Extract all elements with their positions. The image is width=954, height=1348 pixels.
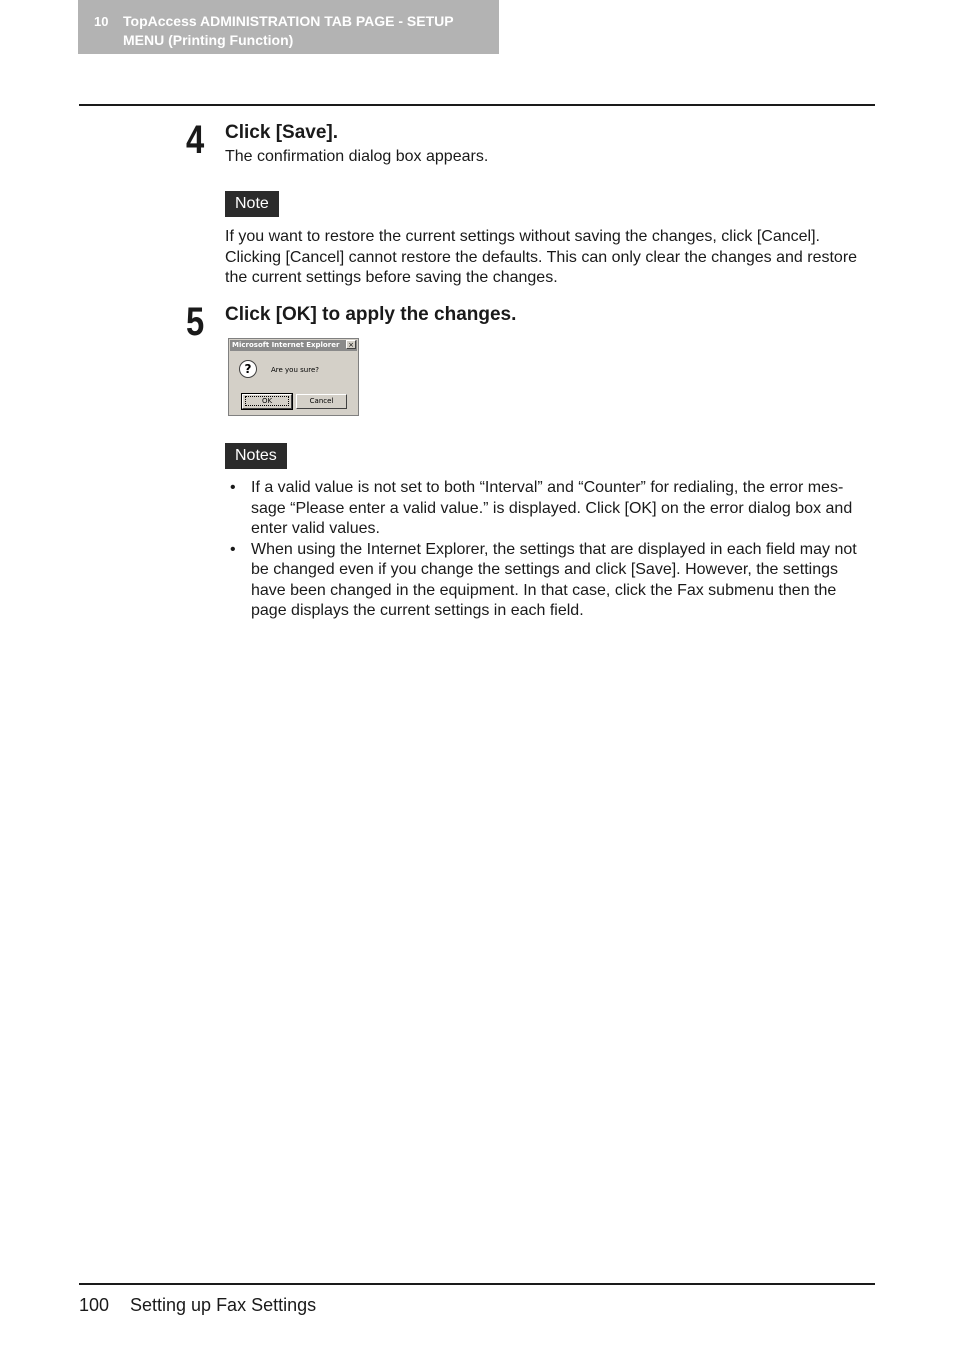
- step-4-title: Click [Save].: [225, 122, 338, 143]
- cancel-button[interactable]: Cancel: [296, 394, 347, 409]
- note-item-text: If a valid value is not set to both “Interval” and “Counter” for redialing, the error mes-sage “Please enter a valid value.” is displayed. Click [OK] on the error dialog box and enter valid values.: [251, 479, 853, 537]
- dialog-message: Are you sure?: [271, 366, 319, 374]
- step-5-title: Click [OK] to apply the changes.: [225, 304, 517, 325]
- note-label: Note: [225, 191, 279, 217]
- confirm-dialog-screenshot: [228, 338, 359, 416]
- chapter-title-line1: TopAccess ADMINISTRATION TAB PAGE - SETUP: [123, 13, 454, 29]
- ok-button-label: OK: [245, 396, 289, 406]
- list-item: [225, 478, 875, 540]
- step-4-text: The confirmation dialog box appears.: [225, 148, 489, 165]
- notes-list: [225, 478, 875, 622]
- close-icon[interactable]: ×: [346, 340, 356, 349]
- ok-button[interactable]: [242, 394, 292, 409]
- note-item-text: When using the Internet Explorer, the settings that are displayed in each field may not be changed even if you change the settings and click [Save]. However, the settings have been changed in the equipment. In that case, click the Fax submenu then the page displays the current settings in each field.: [251, 540, 857, 619]
- dialog-title: Microsoft Internet Explorer: [230, 340, 357, 351]
- step-5-number: 5: [186, 300, 204, 344]
- note-text: If you want to restore the current settings without saving the changes, click [Cancel]. Clicking [Cancel] cannot restore the defaults. This can only clear the changes and restore the current settings before saving the changes.: [225, 228, 858, 286]
- bullet-icon: •: [230, 479, 236, 496]
- footer-section-title: Setting up Fax Settings: [130, 1295, 317, 1315]
- top-divider: [79, 104, 875, 106]
- bullet-icon: •: [230, 540, 236, 558]
- question-icon: ?: [239, 360, 257, 378]
- chapter-number: 10: [94, 14, 109, 29]
- list-item: [225, 540, 875, 622]
- page-number: 100: [79, 1295, 110, 1315]
- step-4-number: 4: [186, 118, 204, 162]
- bottom-divider: [79, 1283, 875, 1285]
- chapter-header: [78, 0, 499, 54]
- notes-label: Notes: [225, 443, 287, 469]
- chapter-title-line2: MENU (Printing Function): [123, 32, 294, 48]
